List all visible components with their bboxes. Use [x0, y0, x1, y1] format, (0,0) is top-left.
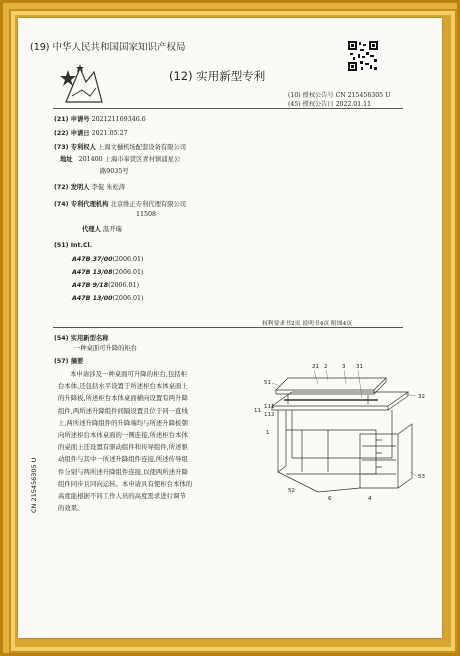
- drawing-label: 51: [264, 380, 271, 386]
- publication-number: (10) 授权公告号 CN 215456305 U: [288, 92, 391, 99]
- drawing-label: 6: [328, 496, 332, 502]
- abstract-line: 上,两所述升降组件的升降端均与所述升降板朝: [58, 418, 188, 427]
- application-number: (21) 申请号 202121169346.6: [54, 116, 146, 123]
- drawing-label: 31: [356, 364, 363, 370]
- patent-type: (12) 实用新型专利: [169, 69, 266, 83]
- drawing-label: 2: [324, 364, 328, 370]
- abstract-label: (57) 摘要: [54, 358, 84, 365]
- drawing-label: 52: [288, 488, 295, 494]
- abstract-line: 动组件与其中一所述升降组件连接,所述传导组: [58, 455, 188, 464]
- abstract-text: [58, 368, 258, 514]
- title-label: (54) 实用新型名称: [54, 335, 109, 342]
- abstract-line: 的桌面上还设置有驱动组件和传导组件,所述驱: [58, 443, 188, 452]
- drawing-label: 1: [266, 430, 270, 436]
- abstract-line: 组件同步且同向运转。本申请具有使柜台本体的: [58, 479, 193, 488]
- ipc-class: A47B 13/00(2006.01): [72, 295, 144, 302]
- abstract-line: 台本体,还包括水平设置于所述柜台本体桌面上: [58, 382, 188, 391]
- publication-date: (45) 授权公告日 2022.01.11: [288, 101, 371, 108]
- header-rule: [53, 108, 403, 109]
- patent-page: [18, 18, 442, 638]
- drawing-label: 53: [418, 474, 425, 480]
- ipc-class: A47B 37/00(2006.01): [72, 256, 144, 263]
- abstract-line: 组件,两所述升降组件间隔设置且位于同一直线: [58, 406, 188, 415]
- drawing-label: 32: [418, 394, 425, 400]
- qr-code: [348, 41, 378, 71]
- abstract-line: 的升降板,所述柜台本体桌面横向设置有两升降: [58, 394, 188, 403]
- drawing-label: 111: [264, 404, 275, 410]
- agency-code: 11508: [136, 211, 157, 218]
- abstract-line: 本申请涉及一种桌面可升降的柜台,包括柜: [70, 370, 188, 378]
- page-counts: 权利要求书2页 说明书4页 附图4页: [262, 321, 353, 327]
- office-name: (19) 中华人民共和国国家知识产权局: [30, 42, 186, 53]
- drawing-label: 21: [312, 364, 319, 370]
- address: 地址 201400 上海市奉贤区青村镇浦星公: [60, 156, 181, 163]
- inventors: (72) 发明人 李侃 朱松涛: [54, 184, 126, 191]
- middle-rule: [53, 327, 403, 328]
- utility-model-title: 一种桌面可升降的柜台: [74, 345, 137, 352]
- drawing-label: 3: [342, 364, 346, 370]
- ipc-class: A47B 13/08(2006.01): [72, 269, 144, 276]
- side-publication-number: CN 215456305 U: [30, 457, 38, 513]
- ipc-class: A47B 9/18(2006.01): [72, 282, 140, 289]
- agent: 代理人 温开瑞: [82, 226, 122, 233]
- filing-date: (22) 申请日 2021.05.27: [54, 130, 128, 137]
- patent-agency: (74) 专利代理机构 北京维正专利代理有限公司: [54, 201, 187, 208]
- cnipa-logo: [60, 62, 108, 108]
- drawing-label: 4: [368, 496, 372, 502]
- counter-drawing: [254, 354, 430, 502]
- abstract-line: 向所述柜台本体桌面的一侧连接,所述柜台本体: [58, 431, 188, 440]
- abstract-line: 件分别与两所述升降组件连接,以使两所述升降: [58, 467, 188, 476]
- drawing-label: 11: [254, 408, 261, 414]
- ipc-label: (51) Int.Cl.: [54, 242, 93, 249]
- abstract-line: 的效果。: [58, 504, 84, 513]
- address-line2: 路9035号: [100, 168, 129, 175]
- drawing-label: 112: [264, 412, 275, 418]
- abstract-line: 高度能根据不同工作人员的高度需求进行调节: [58, 492, 186, 501]
- patentee: (73) 专利权人 上海文樋机场配套设备有限公司: [54, 144, 187, 151]
